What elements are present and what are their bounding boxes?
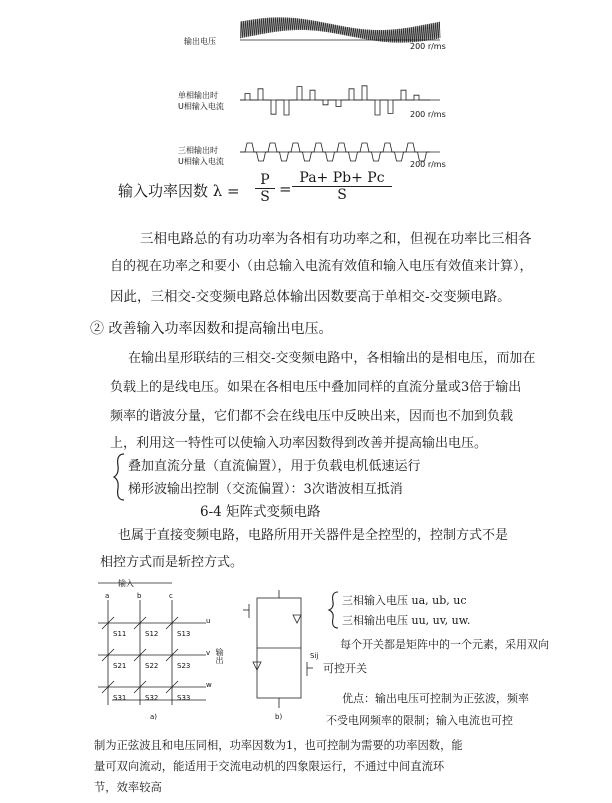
three-phase-label-2: U相输入电流	[178, 157, 224, 166]
side-brace	[328, 590, 342, 630]
switch-s23: S23	[177, 662, 191, 670]
switch-s33: S33	[177, 694, 191, 702]
sij-label: Sij	[310, 652, 319, 660]
axis-label-3: 200 r/ms	[410, 160, 446, 169]
p3-line1: 也属于直接变频电路，电路所用开关器件是全控型的，控制方式不是	[118, 528, 509, 543]
axis-label-1: 200 r/ms	[410, 42, 446, 51]
side-note-4: 可控开关	[323, 662, 367, 675]
single-phase-label-1: 单相输出时	[178, 91, 218, 100]
output-label: 输出	[215, 648, 224, 664]
p1-line1: 三相电路总的有功功率为各相有功功率之和，但视在功率比三相各	[140, 231, 532, 247]
formula-p: P	[255, 172, 275, 189]
switch-s21: S21	[113, 662, 127, 670]
p1-line3: 因此，三相交-交变频电路总体输出因数要高于单相交-交变频电路。	[110, 289, 511, 305]
bottom-line-2: 量可双向流动，能适用于交流电动机的四象限运行，不通过中间直流环	[94, 760, 445, 773]
output-voltage-label: 输出电压	[184, 37, 216, 46]
switch-s32: S32	[145, 694, 159, 702]
p2-line4: 上，利用这一特性可以使输入功率因数得到改善并提高输出电压。	[110, 436, 488, 451]
col-b-label: b	[137, 592, 142, 600]
formula-fraction	[292, 170, 392, 203]
side-note-2: 三相输出电压 uu, uv, uw.	[342, 614, 471, 627]
switch-s31: S31	[113, 694, 127, 702]
col-a-label: a	[105, 592, 110, 600]
formula-numerator: Pa+ Pb+ Pc	[292, 170, 392, 187]
bidirectional-switch-diagram	[235, 590, 325, 710]
col-c-label: c	[169, 592, 173, 600]
single-phase-label-2: U相输入电流	[178, 102, 224, 111]
formula-p-over-s	[255, 172, 275, 205]
axis-label-2: 200 r/ms	[410, 110, 446, 119]
p3-line2: 相控方式而是斩控方式。	[100, 555, 244, 570]
formula-s: S	[260, 189, 270, 205]
caption-a: a)	[150, 713, 158, 721]
input-label: 输入	[118, 579, 134, 588]
formula-denominator: S	[337, 187, 347, 203]
row-w-label: w	[206, 681, 212, 689]
bottom-line-1: 制为正弦波且和电压同相，功率因数为1，也可控制为需要的功率因数，能	[94, 739, 463, 752]
row-v-label: v	[206, 649, 211, 657]
p2-line2: 负载上的是线电压。如果在各相电压中叠加同样的直流分量或3倍于输出	[110, 380, 522, 395]
p2-line1: 在输出星形联结的三相交-交变频电路中，各相输出的是相电压，而加在	[128, 351, 536, 366]
section-title-matrix: 6-4 矩阵式变频电路	[200, 504, 321, 520]
p2-line3: 频率的谐波分量，它们都不会在线电压中反映出来，因而也不加到负载	[110, 409, 514, 424]
bottom-line-3: 节，效率较高	[94, 781, 162, 794]
side-note-3: 每个开关都是矩阵中的一个元素，采用双向	[340, 638, 549, 651]
formula-equals: =	[279, 180, 292, 198]
switch-s11: S11	[113, 630, 127, 638]
switch-s13: S13	[177, 630, 191, 638]
bullet-1: 叠加直流分量（直流偏置），用于负载电机低速运行	[128, 459, 421, 474]
formula-lhs: 输入功率因数 λ =	[118, 182, 240, 200]
caption-b: b)	[275, 713, 283, 721]
bullet-2: 梯形波输出控制（交流偏置）：3次谐波相互抵消	[128, 482, 403, 497]
three-phase-label-1: 三相输出时	[178, 146, 218, 155]
switch-s22: S22	[145, 662, 159, 670]
row-u-label: u	[206, 617, 211, 625]
side-note-1: 三相输入电压 ua, ub, uc	[342, 594, 467, 607]
formula	[118, 180, 240, 201]
side-note-5: 优点：输出电压可控制为正弦波，频率	[342, 692, 529, 705]
switch-s12: S12	[145, 630, 159, 638]
section2-title: ② 改善输入功率因数和提高输出电压。	[90, 321, 333, 337]
p1-line2: 自的视在功率之和要小（由总输入电流有效值和输入电压有效值来计算），	[110, 259, 533, 274]
side-note-6: 不受电网频率的限制；输入电流也可控	[326, 714, 513, 727]
